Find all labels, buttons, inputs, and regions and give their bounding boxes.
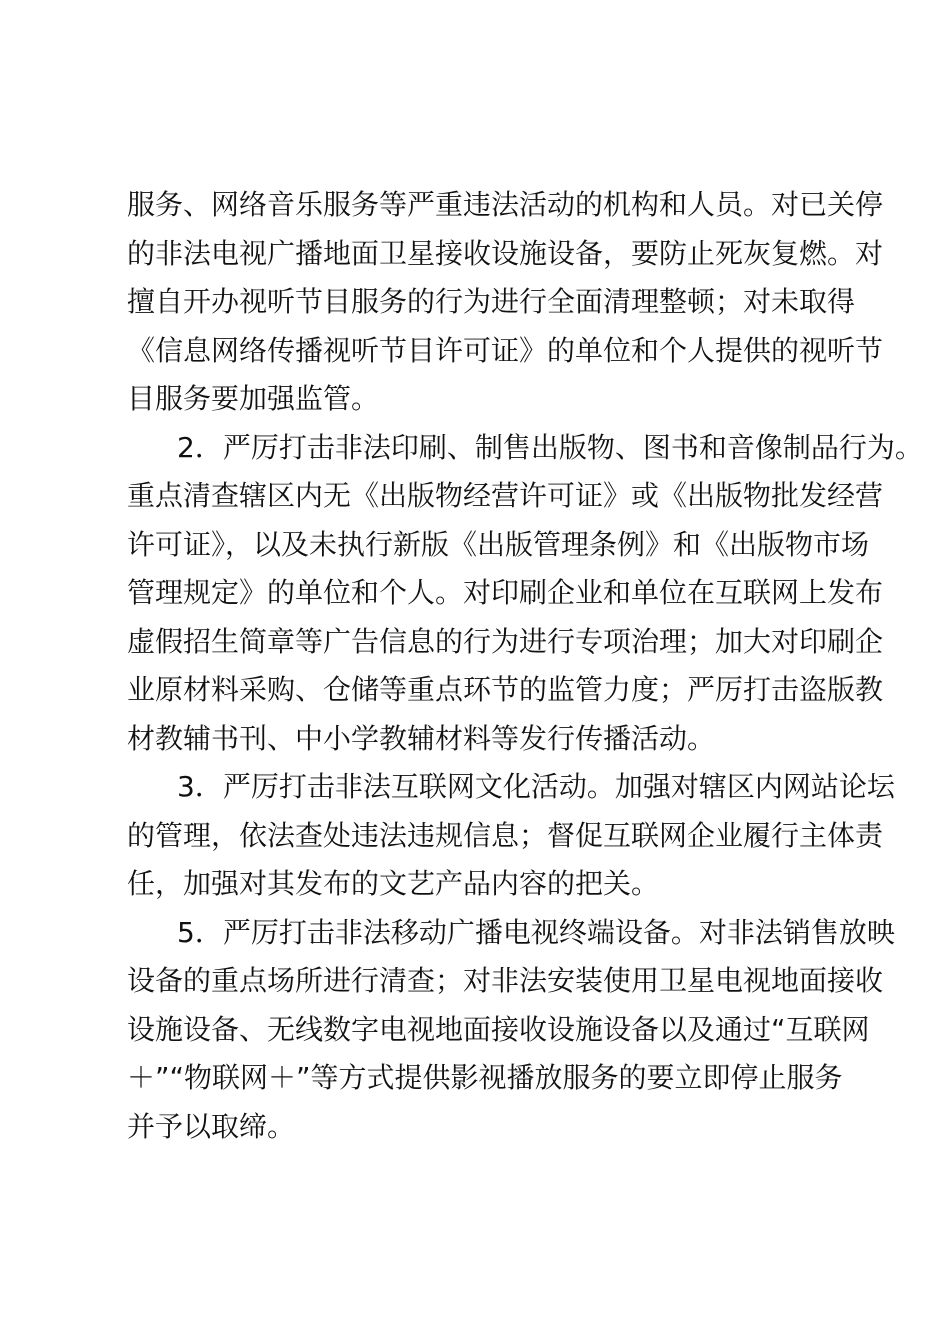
text-line: 的非法电视广播地面卫星接收设施设备，要防止死灰复燃。对	[127, 236, 884, 270]
section-5-heading-line: 5．严厉打击非法移动广播电视终端设备。对非法销售放映	[177, 915, 895, 949]
text-line: 服务、网络音乐服务等严重违法活动的机构和人员。对已关停	[127, 188, 884, 221]
text-line: 虚假招生简章等广告信息的行为进行专项治理；加大对印刷企	[127, 624, 884, 658]
text-line: 业原材料采购、仓储等重点环节的监管力度；严厉打击盗版教	[127, 673, 884, 706]
text-line: 任，加强对其发布的文艺产品内容的把关。	[127, 867, 660, 900]
text-line: 许可证》，以及未执行新版《出版管理条例》和《出版物市场	[127, 527, 870, 561]
text-line: 设备的重点场所进行清查；对非法安装使用卫星电视地面接收	[127, 964, 884, 997]
text-line: 目服务要加强监管。	[127, 382, 380, 415]
text-line: 管理规定》的单位和个人。对印刷企业和单位在互联网上发布	[127, 576, 884, 609]
text-line: ＋”“物联网＋”等方式提供影视播放服务的要立即停止服务	[127, 1061, 843, 1094]
text-line: 的管理，依法查处违法违规信息；督促互联网企业履行主体责	[127, 818, 884, 852]
text-line: 《信息网络传播视听节目许可证》的单位和个人提供的视听节	[127, 333, 884, 367]
text-line: 材教辅书刊、中小学教辅材料等发行传播活动。	[127, 721, 716, 755]
text-line: 重点清查辖区内无《出版物经营许可证》或《出版物批发经营	[127, 479, 884, 512]
text-line: 擅自开办视听节目服务的行为进行全面清理整顿；对未取得	[127, 285, 856, 318]
text-line: 设施设备、无线数字电视地面接收设施设备以及通过“互联网	[127, 1012, 870, 1046]
body-text	[127, 181, 923, 1151]
section-3-heading-line: 3．严厉打击非法互联网文化活动。加强对辖区内网站论坛	[177, 770, 895, 803]
section-2-heading-line: 2．严厉打击非法印刷、制售出版物、图书和音像制品行为。	[177, 430, 923, 464]
text-line: 并予以取缔。	[127, 1109, 296, 1143]
